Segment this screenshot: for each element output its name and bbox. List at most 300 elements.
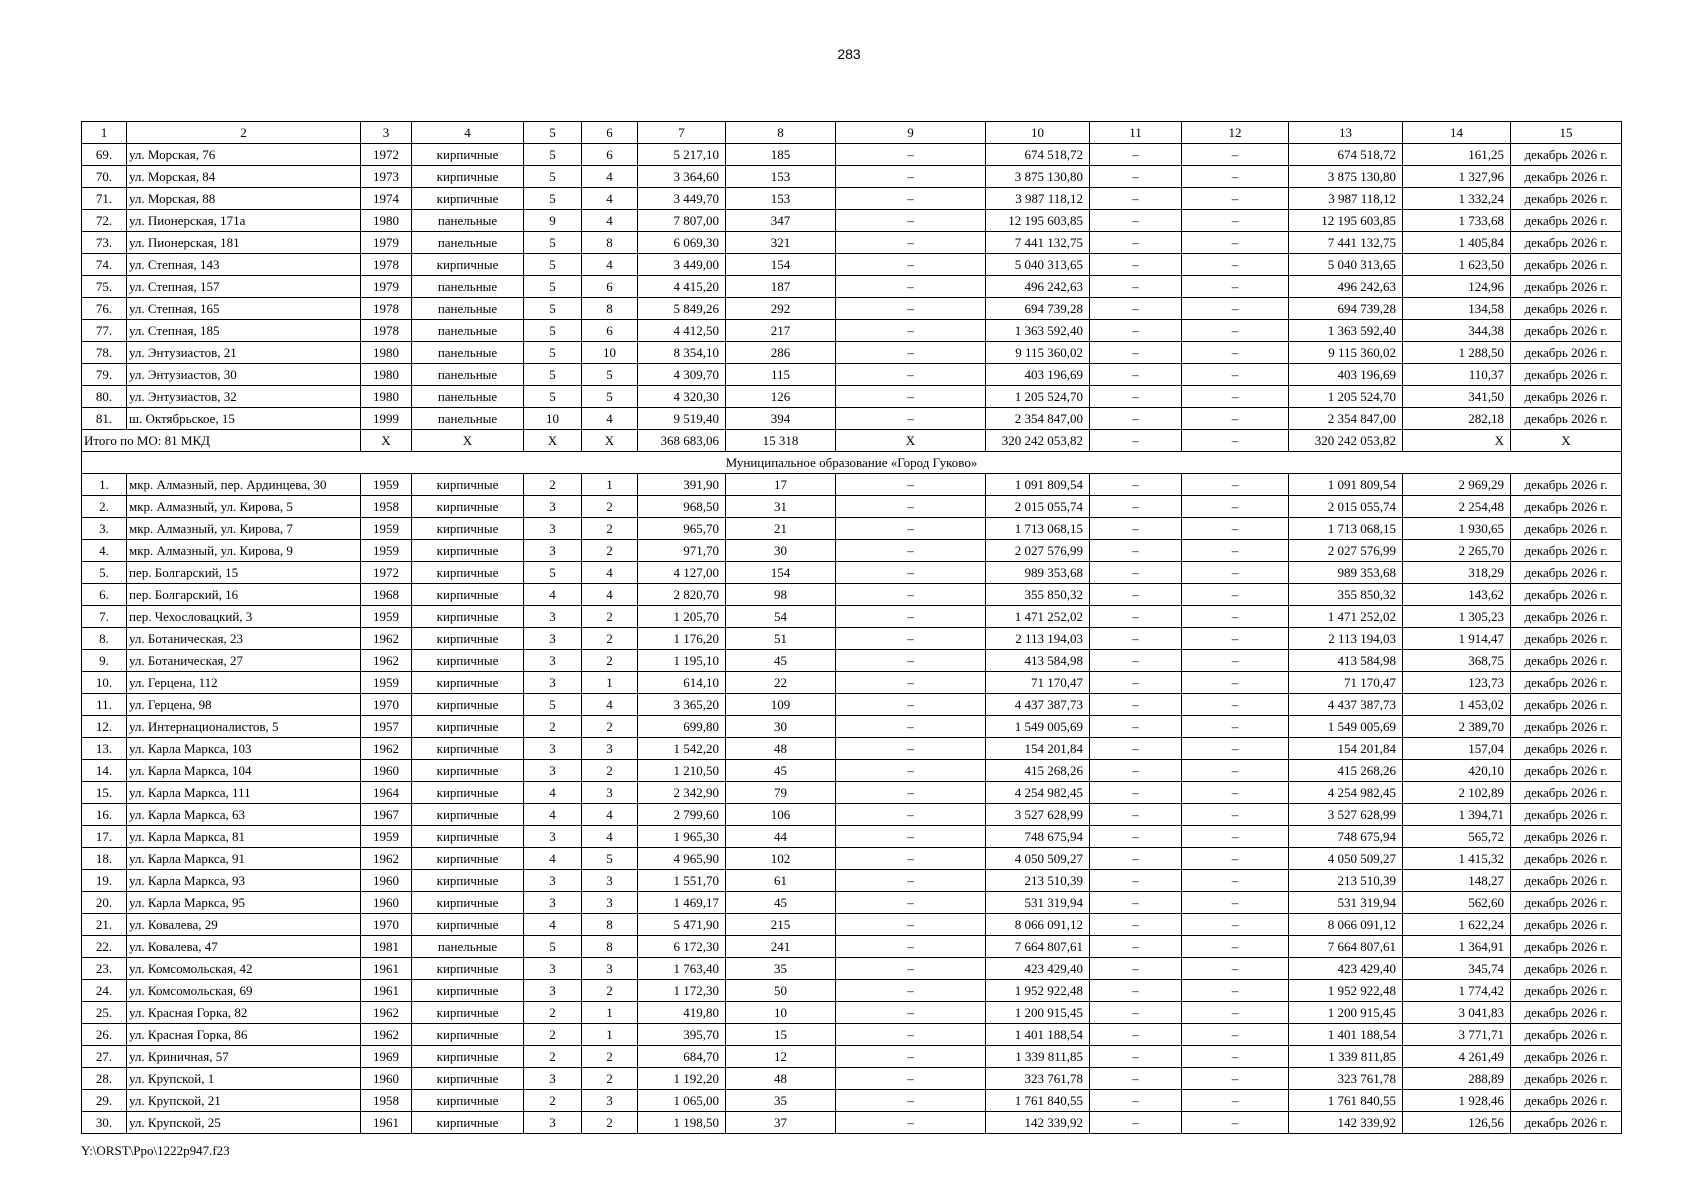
column-header: 9 (836, 122, 986, 144)
table-cell: 7. (82, 606, 127, 628)
table-cell: 7 664 807,61 (1289, 936, 1403, 958)
table-cell: декабрь 2026 г. (1511, 1046, 1622, 1068)
table-cell: – (1182, 980, 1289, 1002)
table-cell: 344,38 (1403, 320, 1511, 342)
table-cell: 1958 (361, 496, 412, 518)
table-cell: ул. Степная, 165 (127, 298, 361, 320)
table-cell: 1961 (361, 980, 412, 1002)
table-cell: 3 (524, 650, 582, 672)
table-cell: 292 (726, 298, 836, 320)
table-cell: 71 170,47 (1289, 672, 1403, 694)
table-cell: 1 623,50 (1403, 254, 1511, 276)
table-row (82, 342, 1622, 364)
table-cell: – (836, 364, 986, 386)
section-title: Муниципальное образование «Город Гуково» (82, 452, 1622, 474)
table-cell: 3 (582, 782, 638, 804)
table-cell: 1970 (361, 914, 412, 936)
table-cell: – (1182, 606, 1289, 628)
table-cell: 30. (82, 1112, 127, 1134)
table-cell: – (1182, 364, 1289, 386)
table-cell: 1 542,20 (638, 738, 726, 760)
table-cell: – (1182, 914, 1289, 936)
table-cell: ул. Карла Маркса, 63 (127, 804, 361, 826)
table-cell: – (1182, 562, 1289, 584)
table-cell: 2 342,90 (638, 782, 726, 804)
table-cell: 16. (82, 804, 127, 826)
total-label: Итого по МО: 81 МКД (82, 430, 361, 452)
table-cell: 1 930,65 (1403, 518, 1511, 540)
table-cell: декабрь 2026 г. (1511, 848, 1622, 870)
table-cell: – (1182, 518, 1289, 540)
table-cell: 3 (524, 1068, 582, 1090)
table-cell: 154 201,84 (986, 738, 1090, 760)
table-cell: 213 510,39 (986, 870, 1090, 892)
table-cell: 31 (726, 496, 836, 518)
table-cell: – (1182, 782, 1289, 804)
table-cell: – (1090, 210, 1182, 232)
table-row (82, 1046, 1622, 1068)
table-cell: 134,58 (1403, 298, 1511, 320)
table-cell: 395,70 (638, 1024, 726, 1046)
table-row (82, 782, 1622, 804)
table-cell: 217 (726, 320, 836, 342)
table-cell: 286 (726, 342, 836, 364)
table-cell: 368,75 (1403, 650, 1511, 672)
table-cell: 419,80 (638, 1002, 726, 1024)
table-cell: декабрь 2026 г. (1511, 936, 1622, 958)
table-cell: – (836, 496, 986, 518)
table-cell: – (1182, 936, 1289, 958)
table-cell: 9. (82, 650, 127, 672)
table-cell: 7 441 132,75 (1289, 232, 1403, 254)
table-cell: 4 127,00 (638, 562, 726, 584)
table-cell: – (836, 804, 986, 826)
table-cell: 1 965,30 (638, 826, 726, 848)
table-cell: 403 196,69 (986, 364, 1090, 386)
table-cell: 4 (582, 210, 638, 232)
table-cell: 8 066 091,12 (986, 914, 1090, 936)
table-cell: декабрь 2026 г. (1511, 518, 1622, 540)
table-cell: кирпичные (412, 1068, 524, 1090)
table-cell: 694 739,28 (1289, 298, 1403, 320)
table-cell: 3 (524, 628, 582, 650)
table-cell: 8 066 091,12 (1289, 914, 1403, 936)
table-cell: 3 (524, 870, 582, 892)
table-row (82, 804, 1622, 826)
table-cell: 61 (726, 870, 836, 892)
table-cell: 3 987 118,12 (986, 188, 1090, 210)
table-cell: 17 (726, 474, 836, 496)
table-cell: 4 320,30 (638, 386, 726, 408)
table-cell: ул. Ковалева, 47 (127, 936, 361, 958)
table-cell: 1980 (361, 386, 412, 408)
total-cell: – (1182, 430, 1289, 452)
table-cell: декабрь 2026 г. (1511, 870, 1622, 892)
table-cell: – (1182, 650, 1289, 672)
table-cell: 1959 (361, 518, 412, 540)
table-cell: 5 (524, 694, 582, 716)
table-cell: – (1182, 804, 1289, 826)
column-header: 4 (412, 122, 524, 144)
table-row (82, 760, 1622, 782)
table-cell: кирпичные (412, 628, 524, 650)
table-cell: 5. (82, 562, 127, 584)
table-cell: 1 (582, 1002, 638, 1024)
table-cell: ул. Карла Маркса, 104 (127, 760, 361, 782)
table-row (82, 474, 1622, 496)
table-cell: – (1090, 980, 1182, 1002)
table-cell: 614,10 (638, 672, 726, 694)
table-cell: ул. Пионерская, 171а (127, 210, 361, 232)
table-cell: кирпичные (412, 760, 524, 782)
table-cell: ул. Энтузиастов, 30 (127, 364, 361, 386)
section-row (82, 452, 1622, 474)
table-cell: 1962 (361, 650, 412, 672)
table-cell: 10 (726, 1002, 836, 1024)
table-cell: 674 518,72 (986, 144, 1090, 166)
table-cell: 4 254 982,45 (1289, 782, 1403, 804)
table-cell: кирпичные (412, 1090, 524, 1112)
table-cell: 1 405,84 (1403, 232, 1511, 254)
table-cell: – (1090, 1090, 1182, 1112)
table-cell: 5 (524, 562, 582, 584)
table-cell: 565,72 (1403, 826, 1511, 848)
table-cell: 2 015 055,74 (1289, 496, 1403, 518)
table-cell: – (1182, 210, 1289, 232)
table-cell: 1967 (361, 804, 412, 826)
table-cell: 143,62 (1403, 584, 1511, 606)
table-cell: 1 363 592,40 (986, 320, 1090, 342)
table-row (82, 1090, 1622, 1112)
table-cell: 4 (524, 804, 582, 826)
total-cell: X (1403, 430, 1511, 452)
table-row (82, 386, 1622, 408)
table-cell: – (1090, 892, 1182, 914)
table-row (82, 980, 1622, 1002)
table-cell: 1 195,10 (638, 650, 726, 672)
table-cell: – (836, 1090, 986, 1112)
table-cell: 71 170,47 (986, 672, 1090, 694)
table-cell: 4 437 387,73 (986, 694, 1090, 716)
table-cell: 9 519,40 (638, 408, 726, 430)
table-cell: 3 875 130,80 (986, 166, 1090, 188)
table-cell: ул. Степная, 185 (127, 320, 361, 342)
table-cell: 2 (524, 1090, 582, 1112)
table-cell: – (1182, 232, 1289, 254)
table-cell: 5 849,26 (638, 298, 726, 320)
table-cell: – (1090, 232, 1182, 254)
table-cell: 1961 (361, 1112, 412, 1134)
table-cell: 74. (82, 254, 127, 276)
table-cell: ул. Карла Маркса, 111 (127, 782, 361, 804)
table-cell: – (1090, 782, 1182, 804)
table-cell: 4 437 387,73 (1289, 694, 1403, 716)
table-cell: – (836, 474, 986, 496)
table-cell: 1 415,32 (1403, 848, 1511, 870)
table-cell: 1968 (361, 584, 412, 606)
table-row (82, 716, 1622, 738)
table-cell: 1 763,40 (638, 958, 726, 980)
table-cell: 1979 (361, 276, 412, 298)
table-cell: 971,70 (638, 540, 726, 562)
table-cell: 1. (82, 474, 127, 496)
table-row (82, 232, 1622, 254)
table-cell: 20. (82, 892, 127, 914)
table-cell: 22. (82, 936, 127, 958)
table-cell: кирпичные (412, 254, 524, 276)
table-cell: – (1090, 342, 1182, 364)
table-cell: 1978 (361, 320, 412, 342)
table-cell: ул. Крупской, 1 (127, 1068, 361, 1090)
table-cell: 4 254 982,45 (986, 782, 1090, 804)
table-cell: 1962 (361, 738, 412, 760)
table-row (82, 738, 1622, 760)
table-cell: 1 761 840,55 (1289, 1090, 1403, 1112)
table-cell: 213 510,39 (1289, 870, 1403, 892)
table-cell: кирпичные (412, 870, 524, 892)
table-cell: 345,74 (1403, 958, 1511, 980)
total-cell: X (1511, 430, 1622, 452)
table-cell: кирпичные (412, 672, 524, 694)
table-cell: ул. Морская, 76 (127, 144, 361, 166)
table-cell: 5 (524, 298, 582, 320)
table-row (82, 694, 1622, 716)
table-cell: – (1182, 672, 1289, 694)
table-cell: кирпичные (412, 1002, 524, 1024)
table-cell: 355 850,32 (1289, 584, 1403, 606)
table-cell: – (1182, 958, 1289, 980)
table-cell: 4. (82, 540, 127, 562)
table-cell: – (836, 584, 986, 606)
table-cell: 5 471,90 (638, 914, 726, 936)
table-row (82, 958, 1622, 980)
table-cell: – (1090, 1024, 1182, 1046)
table-row (82, 298, 1622, 320)
table-cell: – (1182, 342, 1289, 364)
table-cell: – (836, 650, 986, 672)
table-cell: кирпичные (412, 694, 524, 716)
column-header: 5 (524, 122, 582, 144)
total-cell: 15 318 (726, 430, 836, 452)
table-cell: 5 (524, 232, 582, 254)
table-cell: панельные (412, 232, 524, 254)
table-cell: 79. (82, 364, 127, 386)
table-cell: 1 471 252,02 (1289, 606, 1403, 628)
table-cell: панельные (412, 320, 524, 342)
table-cell: – (836, 562, 986, 584)
table-cell: 4 (582, 562, 638, 584)
table-cell: 5 217,10 (638, 144, 726, 166)
table-cell: 5 (524, 936, 582, 958)
table-cell: 1 305,23 (1403, 606, 1511, 628)
table-cell: 3 875 130,80 (1289, 166, 1403, 188)
table-cell: – (1182, 584, 1289, 606)
table-cell: 496 242,63 (1289, 276, 1403, 298)
table-cell: 1972 (361, 144, 412, 166)
table-cell: мкр. Алмазный, ул. Кирова, 5 (127, 496, 361, 518)
table-cell: – (836, 166, 986, 188)
table-cell: 341,50 (1403, 386, 1511, 408)
table-cell: 29. (82, 1090, 127, 1112)
table-cell: 27. (82, 1046, 127, 1068)
table-cell: 126 (726, 386, 836, 408)
table-cell: 123,73 (1403, 672, 1511, 694)
table-cell: 2 015 055,74 (986, 496, 1090, 518)
table-cell: 2 (582, 760, 638, 782)
table-cell: 5 (524, 342, 582, 364)
table-cell: 2 (582, 716, 638, 738)
table-cell: ул. Степная, 157 (127, 276, 361, 298)
table-cell: 2 254,48 (1403, 496, 1511, 518)
column-header: 12 (1182, 122, 1289, 144)
table-cell: 1 198,50 (638, 1112, 726, 1134)
table-cell: 10 (524, 408, 582, 430)
table-cell: 989 353,68 (1289, 562, 1403, 584)
table-cell: – (1090, 254, 1182, 276)
table-cell: декабрь 2026 г. (1511, 826, 1622, 848)
table-cell: 77. (82, 320, 127, 342)
table-cell: 1959 (361, 606, 412, 628)
table-cell: 1 471 252,02 (986, 606, 1090, 628)
table-cell: – (1182, 1068, 1289, 1090)
table-cell: 318,29 (1403, 562, 1511, 584)
table-row (82, 562, 1622, 584)
table-cell: 1962 (361, 1024, 412, 1046)
table-cell: 1 774,42 (1403, 980, 1511, 1002)
table-cell: – (1182, 276, 1289, 298)
table-cell: 1 761 840,55 (986, 1090, 1090, 1112)
table-cell: 3 771,71 (1403, 1024, 1511, 1046)
table-cell: 21 (726, 518, 836, 540)
table-cell: 4 (582, 408, 638, 430)
table-cell: 1 192,20 (638, 1068, 726, 1090)
table-cell: кирпичные (412, 606, 524, 628)
table-cell: 5 (524, 386, 582, 408)
table-cell: декабрь 2026 г. (1511, 892, 1622, 914)
table-cell: 110,37 (1403, 364, 1511, 386)
table-cell: – (1182, 848, 1289, 870)
table-cell: панельные (412, 298, 524, 320)
table-cell: 6. (82, 584, 127, 606)
table-cell: 562,60 (1403, 892, 1511, 914)
table-cell: – (836, 694, 986, 716)
table-cell: 2 (582, 980, 638, 1002)
table-cell: кирпичные (412, 914, 524, 936)
table-cell: декабрь 2026 г. (1511, 276, 1622, 298)
table-cell: 153 (726, 188, 836, 210)
table-cell: 1 172,30 (638, 980, 726, 1002)
table-cell: кирпичные (412, 188, 524, 210)
table-cell: кирпичные (412, 892, 524, 914)
table-cell: – (836, 760, 986, 782)
table-cell: 2 (582, 540, 638, 562)
table-cell: ул. Карла Маркса, 91 (127, 848, 361, 870)
table-cell: 3 (524, 760, 582, 782)
table-cell: 531 319,94 (1289, 892, 1403, 914)
table-cell: 2 102,89 (1403, 782, 1511, 804)
table-cell: 48 (726, 1068, 836, 1090)
total-cell: 320 242 053,82 (1289, 430, 1403, 452)
table-row (82, 254, 1622, 276)
table-cell: 1978 (361, 254, 412, 276)
table-cell: 1 551,70 (638, 870, 726, 892)
table-cell: 13. (82, 738, 127, 760)
table-cell: 1969 (361, 1046, 412, 1068)
table-cell: – (1090, 386, 1182, 408)
table-cell: 5 (524, 364, 582, 386)
table-cell: 4 (582, 584, 638, 606)
table-cell: – (1090, 408, 1182, 430)
table-cell: ул. Морская, 84 (127, 166, 361, 188)
table-cell: – (836, 782, 986, 804)
table-cell: декабрь 2026 г. (1511, 254, 1622, 276)
table-cell: 4 050 509,27 (1289, 848, 1403, 870)
page-number: 283 (837, 46, 861, 62)
table-cell: 1979 (361, 232, 412, 254)
table-cell: ул. Криничная, 57 (127, 1046, 361, 1068)
table-cell: 3 364,60 (638, 166, 726, 188)
table-cell: 6 172,30 (638, 936, 726, 958)
table-cell: ул. Герцена, 98 (127, 694, 361, 716)
table-cell: 4 050 509,27 (986, 848, 1090, 870)
table-cell: мкр. Алмазный, ул. Кирова, 7 (127, 518, 361, 540)
table-cell: 126,56 (1403, 1112, 1511, 1134)
table-cell: – (836, 540, 986, 562)
table-cell: 1 332,24 (1403, 188, 1511, 210)
table-cell: ул. Энтузиастов, 21 (127, 342, 361, 364)
table-cell: 51 (726, 628, 836, 650)
table-cell: декабрь 2026 г. (1511, 804, 1622, 826)
table-cell: 2 969,29 (1403, 474, 1511, 496)
table-cell: 215 (726, 914, 836, 936)
table-cell: 44 (726, 826, 836, 848)
table-cell: 1962 (361, 628, 412, 650)
table-cell: – (1090, 320, 1182, 342)
table-cell: 4 415,20 (638, 276, 726, 298)
table-cell: – (1090, 584, 1182, 606)
table-cell: 748 675,94 (986, 826, 1090, 848)
table-cell: – (836, 980, 986, 1002)
table-cell: 1964 (361, 782, 412, 804)
table-cell: 496 242,63 (986, 276, 1090, 298)
table-cell: 45 (726, 650, 836, 672)
table-cell: – (1090, 760, 1182, 782)
table-cell: 2 (524, 1024, 582, 1046)
table-cell: 1959 (361, 826, 412, 848)
table-cell: 1960 (361, 760, 412, 782)
table-cell: 1980 (361, 364, 412, 386)
table-cell: 1 952 922,48 (1289, 980, 1403, 1002)
table-cell: декабрь 2026 г. (1511, 496, 1622, 518)
table-cell: 21. (82, 914, 127, 936)
table-cell: 30 (726, 540, 836, 562)
table-cell: 8 354,10 (638, 342, 726, 364)
table-cell: мкр. Алмазный, пер. Ардинцева, 30 (127, 474, 361, 496)
table-cell: – (836, 606, 986, 628)
table-cell: 8. (82, 628, 127, 650)
table-cell: 3 (582, 870, 638, 892)
table-cell: 185 (726, 144, 836, 166)
column-header: 6 (582, 122, 638, 144)
table-cell: ул. Ботаническая, 23 (127, 628, 361, 650)
table-cell: ул. Пионерская, 181 (127, 232, 361, 254)
table-cell: 3 527 628,99 (1289, 804, 1403, 826)
table-cell: декабрь 2026 г. (1511, 1068, 1622, 1090)
table-cell: 1 622,24 (1403, 914, 1511, 936)
table-cell: – (1090, 298, 1182, 320)
table-cell: ул. Интернационалистов, 5 (127, 716, 361, 738)
table-cell: декабрь 2026 г. (1511, 606, 1622, 628)
